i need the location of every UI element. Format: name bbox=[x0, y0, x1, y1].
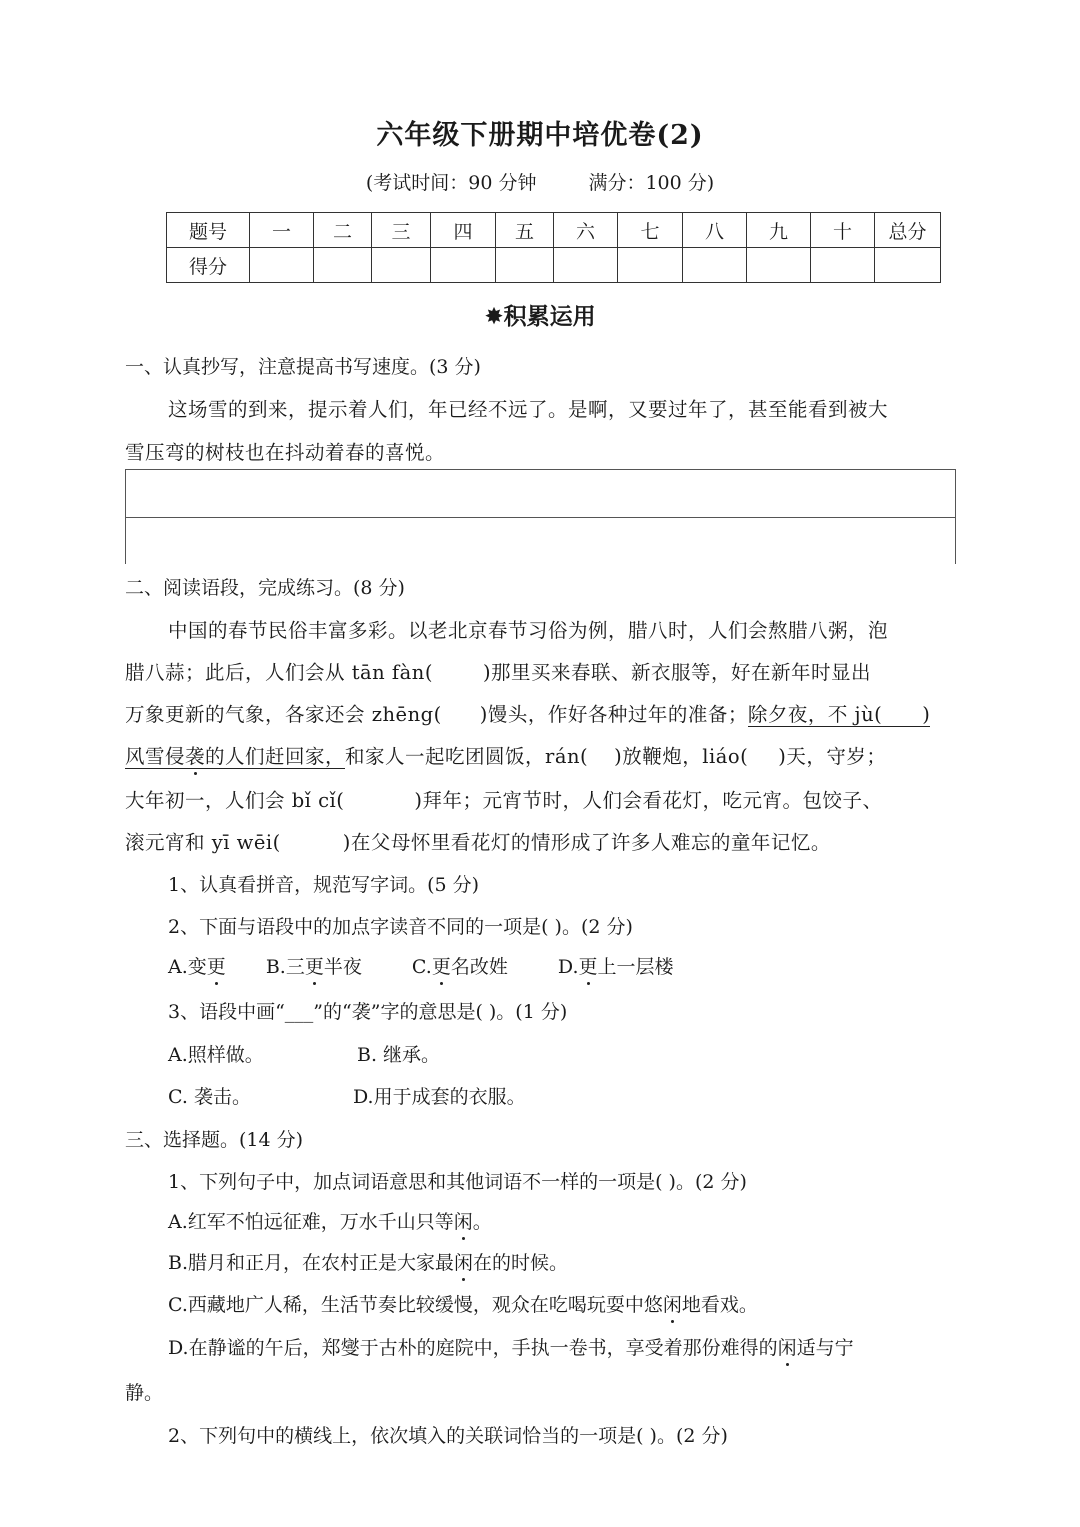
dotted-char: 闲 bbox=[778, 1333, 797, 1360]
option-b[interactable]: B. 继承。 bbox=[357, 1044, 441, 1066]
option-text: A.红军不怕远征难，万水千山只等 bbox=[168, 1211, 454, 1233]
dotted-char: 更 bbox=[432, 952, 451, 979]
score-input-cell[interactable] bbox=[811, 248, 875, 283]
passage-segment: )拜年；元宵节时，人们会看花灯，吃元宵。包饺子、 bbox=[414, 789, 883, 812]
dotted-char: 更 bbox=[305, 952, 324, 979]
writing-guide-line bbox=[126, 517, 955, 518]
exam-time: (考试时间：90 分钟 bbox=[365, 172, 537, 194]
passage-segment: 除夕夜，不 jù( bbox=[747, 703, 883, 726]
score-input-cell[interactable] bbox=[554, 248, 618, 283]
q1-text-line: 这场雪的到来，提示着人们，年已经不远了。是啊，又要过年了，甚至能看到被大 bbox=[168, 398, 889, 421]
copy-writing-area[interactable] bbox=[125, 469, 956, 564]
q2-title: 二、阅读语段，完成练习。(8 分) bbox=[125, 577, 405, 599]
passage-line: 中国的春节民俗丰富多彩。以老北京春节习俗为例，腊八时，人们会熬腊八粥，泡 bbox=[168, 619, 889, 642]
option-text: B.腊月和正月，在农村正是大家最 bbox=[168, 1252, 455, 1274]
passage-segment: )那里买来春联、新衣服等，好在新年时显出 bbox=[482, 661, 872, 684]
score-input-cell[interactable] bbox=[875, 248, 941, 283]
option-text: 名改姓 bbox=[450, 956, 508, 978]
score-cell: 总分 bbox=[875, 213, 941, 248]
option-c[interactable]: C. 袭击。 bbox=[168, 1086, 251, 1108]
dotted-char: 闲 bbox=[454, 1207, 473, 1234]
option-d[interactable] bbox=[558, 956, 674, 978]
option-d[interactable]: D.用于成套的衣服。 bbox=[353, 1086, 526, 1108]
score-cell: 得分 bbox=[167, 248, 250, 283]
score-input-cell[interactable] bbox=[250, 248, 314, 283]
score-cell: 七 bbox=[618, 213, 683, 248]
option-d[interactable] bbox=[168, 1333, 854, 1360]
score-table-score-row bbox=[167, 248, 941, 283]
option-text: B.三 bbox=[265, 956, 305, 978]
passage-segment: 风雪侵 bbox=[125, 745, 186, 768]
score-cell: 八 bbox=[683, 213, 747, 248]
score-cell: 一 bbox=[250, 213, 314, 248]
passage-line bbox=[125, 827, 831, 855]
option-text: C. bbox=[411, 956, 432, 978]
passage-segment: 滚元宵和 yī wēi( bbox=[125, 831, 281, 854]
score-input-cell[interactable] bbox=[314, 248, 372, 283]
passage-segment: 腊八蒜；此后，人们会从 tān fàn( bbox=[125, 661, 433, 684]
q3-sub2: 2、下列句中的横线上，依次填入的关联词恰当的一项是( )。(2 分) bbox=[168, 1425, 728, 1447]
underlined-sentence bbox=[125, 745, 345, 769]
score-cell: 三 bbox=[372, 213, 431, 248]
dotted-char: 更 bbox=[579, 952, 598, 979]
option-text: 半夜 bbox=[323, 956, 362, 978]
option-c[interactable] bbox=[168, 1290, 758, 1317]
q2-sub1: 1、认真看拼音，规范写字词。(5 分) bbox=[168, 874, 480, 896]
exam-info bbox=[0, 168, 1080, 195]
passage-segment: 的人们赶回家， bbox=[205, 745, 346, 768]
score-cell: 五 bbox=[496, 213, 554, 248]
passage-segment: )馒头，作好各种过年的准备； bbox=[479, 703, 748, 726]
score-cell: 题号 bbox=[167, 213, 250, 248]
section-label: 积累运用 bbox=[503, 304, 596, 330]
passage-segment: 大年初一，人们会 bǐ cǐ( bbox=[125, 789, 345, 812]
dotted-char: 闲 bbox=[663, 1290, 682, 1317]
option-a[interactable]: A.照样做。 bbox=[168, 1044, 264, 1066]
score-cell: 六 bbox=[554, 213, 618, 248]
q1-title: 一、认真抄写，注意提高书写速度。(3 分) bbox=[125, 356, 481, 378]
page-title: 六年级下册期中培优卷(2) bbox=[376, 120, 704, 151]
option-a[interactable] bbox=[168, 956, 226, 978]
passage-segment: )放鞭炮，liáo( bbox=[614, 745, 749, 768]
dotted-char: 闲 bbox=[454, 1248, 473, 1275]
score-input-cell[interactable] bbox=[431, 248, 496, 283]
option-text: C.西藏地广人稀，生活节奏比较缓慢，观众在吃喝玩耍中悠 bbox=[168, 1294, 663, 1316]
option-text: 地看戏。 bbox=[681, 1294, 758, 1316]
passage-segment: )在父母怀里看花灯的情形成了许多人难忘的童年记忆。 bbox=[342, 831, 831, 854]
passage-line bbox=[125, 699, 930, 727]
q3-sub1: 1、下列句子中，加点词语意思和其他词语不一样的一项是( )。(2 分) bbox=[168, 1171, 747, 1193]
passage-line bbox=[125, 785, 883, 813]
option-a[interactable] bbox=[168, 1207, 492, 1234]
section-heading bbox=[0, 298, 1080, 331]
option-text: 上一层楼 bbox=[597, 956, 674, 978]
score-input-cell[interactable] bbox=[747, 248, 811, 283]
option-text: 。 bbox=[472, 1211, 492, 1233]
score-cell: 二 bbox=[314, 213, 372, 248]
score-input-cell[interactable] bbox=[496, 248, 554, 283]
passage-segment: ) bbox=[922, 703, 931, 726]
score-input-cell[interactable] bbox=[683, 248, 747, 283]
passage-line bbox=[125, 657, 871, 685]
score-table-header-row bbox=[167, 213, 941, 248]
option-text: A.变 bbox=[168, 956, 207, 978]
asterisk-icon: ✸ bbox=[484, 304, 504, 330]
option-text: 在的时候。 bbox=[473, 1252, 569, 1274]
underlined-sentence bbox=[748, 703, 931, 727]
exam-full-score: 满分：100 分) bbox=[588, 172, 715, 194]
option-d-continued: 静。 bbox=[125, 1382, 164, 1404]
option-b[interactable] bbox=[266, 956, 362, 978]
passage-segment: 万象更新的气象，各家还会 zhēng( bbox=[125, 703, 442, 726]
score-input-cell[interactable] bbox=[618, 248, 683, 283]
q2-sub2-options bbox=[168, 952, 674, 979]
q2-sub3: 3、语段中画“___”的“袭”字的意思是( )。(1 分) bbox=[168, 1001, 568, 1023]
score-cell: 九 bbox=[747, 213, 811, 248]
option-c[interactable] bbox=[412, 956, 508, 978]
score-cell: 四 bbox=[431, 213, 496, 248]
passage-segment: )天，守岁； bbox=[778, 745, 887, 768]
option-b[interactable] bbox=[168, 1248, 568, 1275]
score-table bbox=[166, 212, 941, 283]
dotted-char: 袭 bbox=[185, 741, 205, 769]
score-cell: 十 bbox=[811, 213, 875, 248]
q3-title: 三、选择题。(14 分) bbox=[125, 1129, 304, 1151]
dotted-char: 更 bbox=[207, 952, 226, 979]
q1-text-line: 雪压弯的树枝也在抖动着春的喜悦。 bbox=[125, 441, 446, 464]
option-text: D. bbox=[557, 956, 579, 978]
option-text: 适与宁 bbox=[796, 1337, 854, 1359]
option-text: D.在静谧的午后，郑燮于古朴的庭院中，手执一卷书，享受着那份难得的 bbox=[168, 1337, 778, 1359]
score-input-cell[interactable] bbox=[372, 248, 431, 283]
passage-segment: 和家人一起吃团圆饭，rán( bbox=[345, 745, 589, 768]
q2-sub2: 2、下面与语段中的加点字读音不同的一项是( )。(2 分) bbox=[168, 916, 633, 938]
passage-line bbox=[125, 741, 886, 769]
